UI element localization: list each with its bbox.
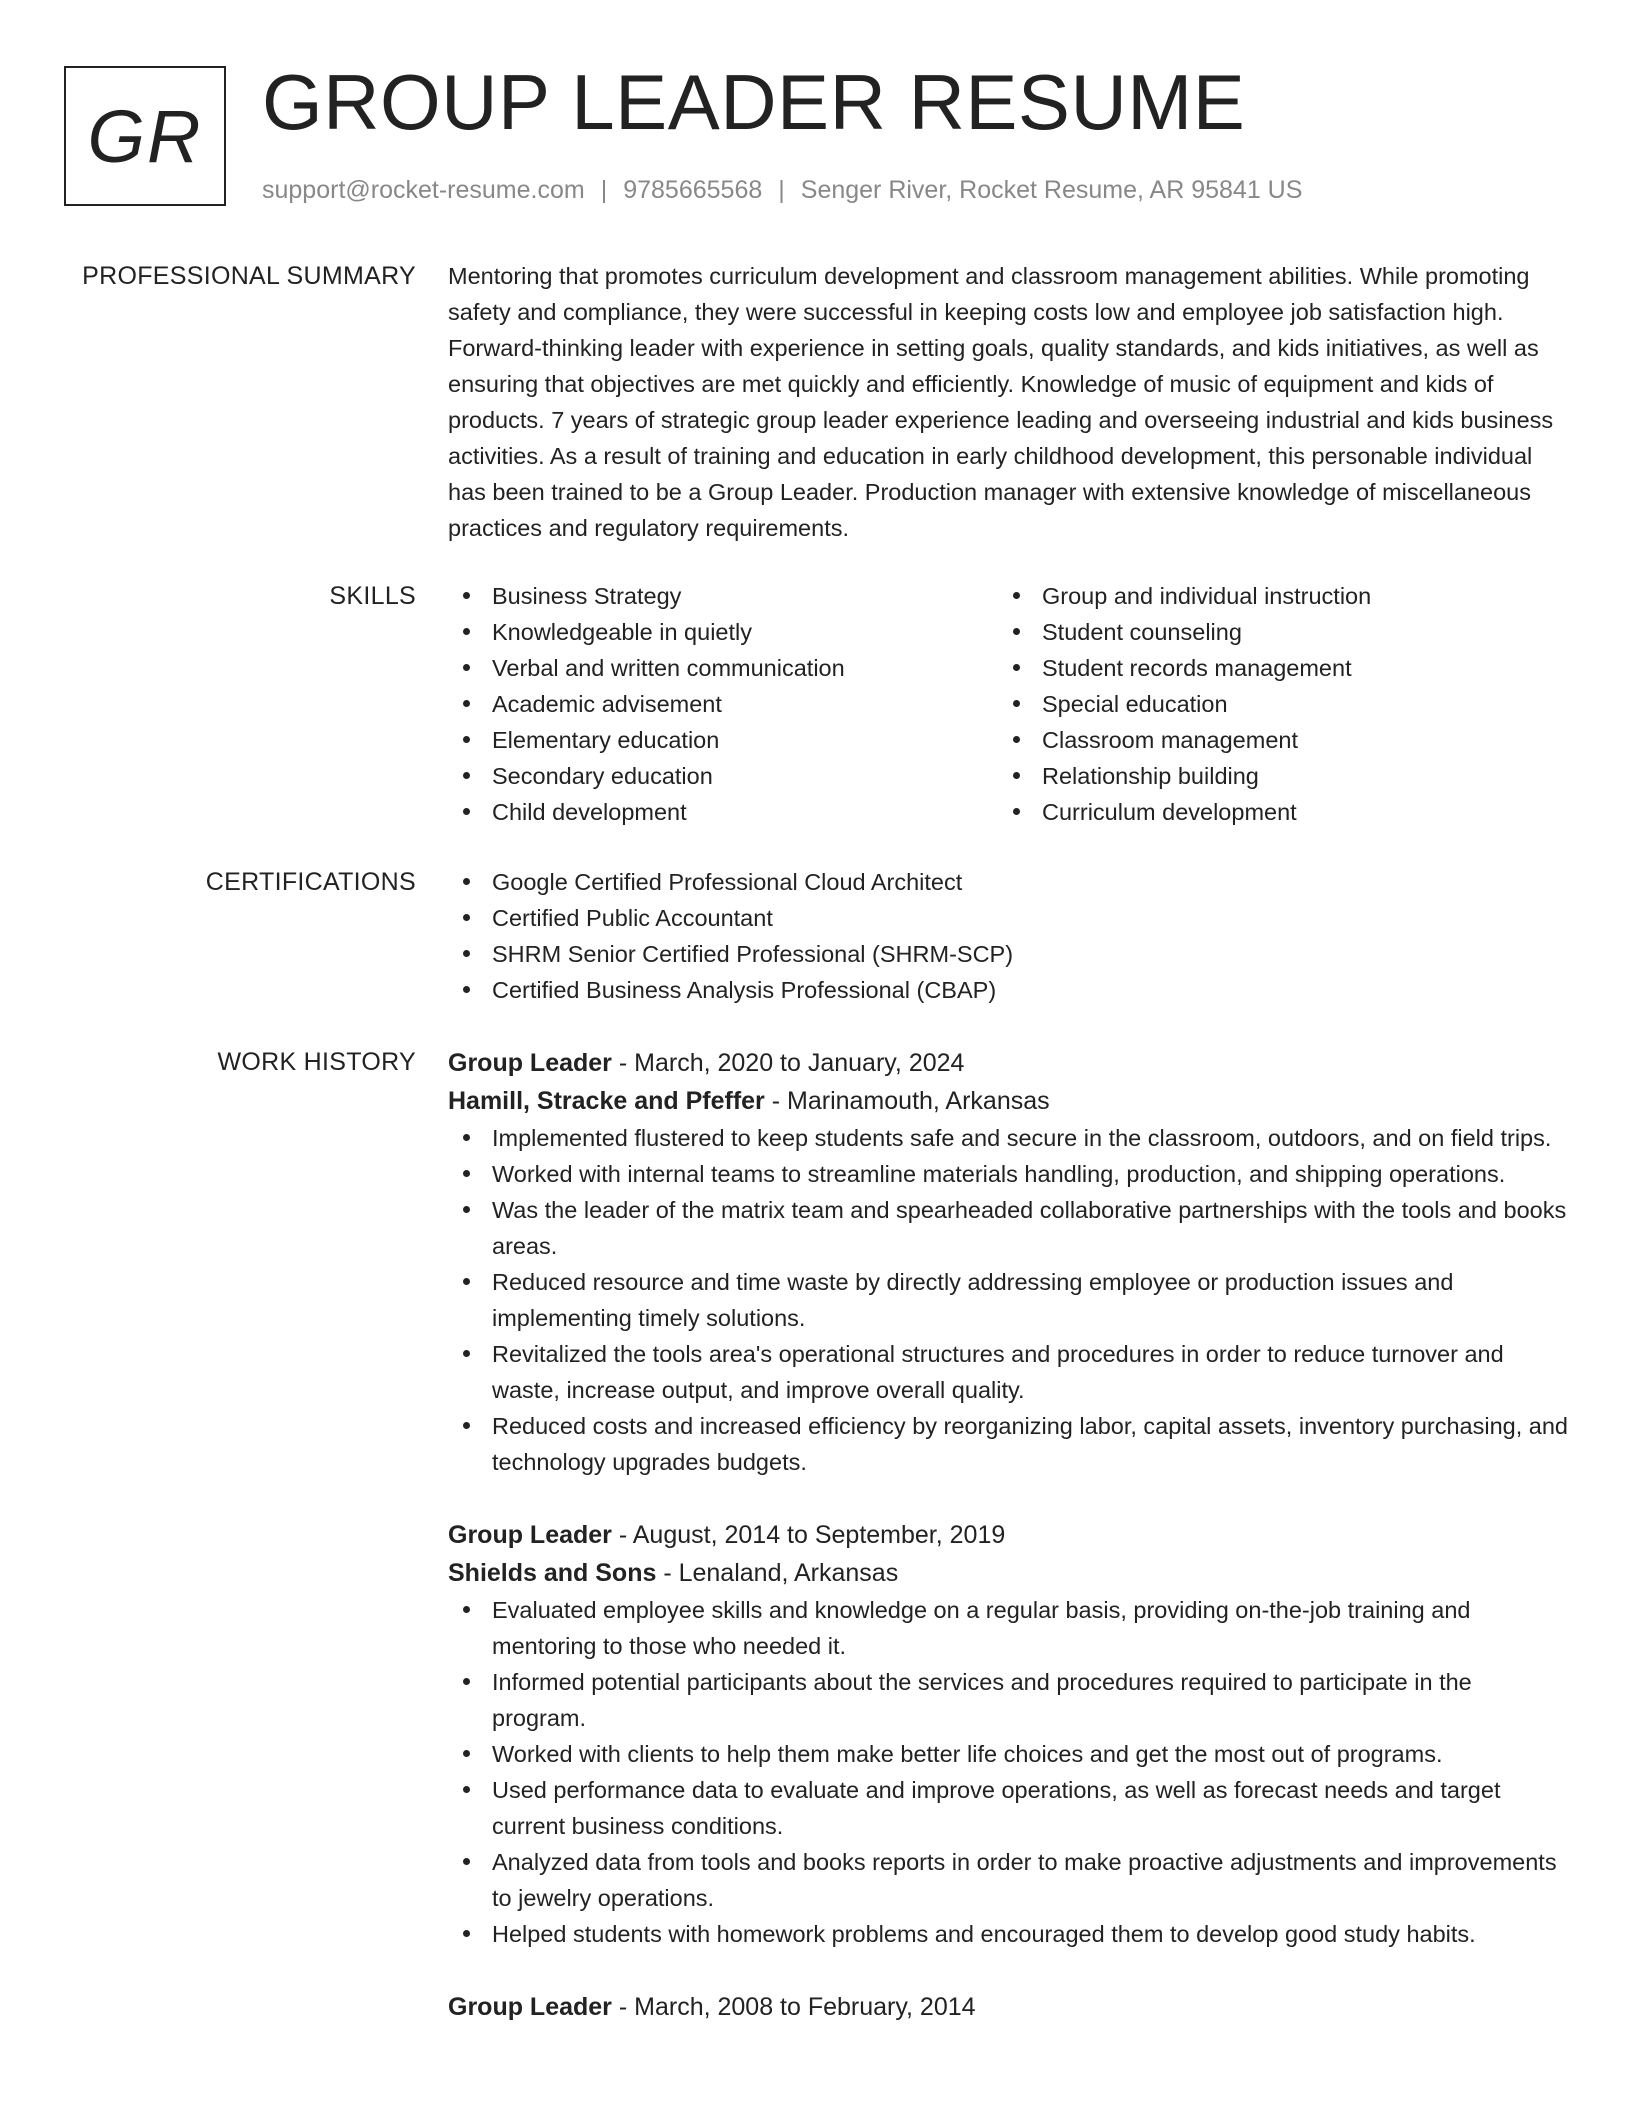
summary-body xyxy=(448,258,1568,546)
job-duties-list xyxy=(448,1592,1568,1952)
skill-item: Elementary education xyxy=(448,722,998,758)
skills-list-right xyxy=(998,578,1548,830)
job-duty-item: Evaluated employee skills and knowledge on a regular basis, providing on-the-job training and mentoring to those who needed it. xyxy=(448,1592,1568,1664)
contact-address: Senger River, Rocket Resume, AR 95841 US xyxy=(800,176,1303,204)
certification-item: Google Certified Professional Cloud Architect xyxy=(448,864,1568,900)
certifications-body xyxy=(448,864,1568,1008)
job-duty-item: Used performance data to evaluate and improve operations, as well as forecast needs and target current business conditions. xyxy=(448,1772,1568,1844)
skill-item: Relationship building xyxy=(998,758,1548,794)
job-title: Group Leader xyxy=(448,1993,612,2021)
certifications-heading: CERTIFICATIONS xyxy=(205,868,416,896)
job-title: Group Leader xyxy=(448,1521,612,1549)
job-title-line xyxy=(448,1516,1568,1554)
job-title: Group Leader xyxy=(448,1049,612,1077)
skill-item: Knowledgeable in quietly xyxy=(448,614,998,650)
monogram-logo xyxy=(64,66,226,206)
certifications-list xyxy=(448,864,1568,1008)
skill-item: Academic advisement xyxy=(448,686,998,722)
job-entry xyxy=(448,1988,1568,2026)
skills-body xyxy=(448,578,1568,830)
job-duty-item: Helped students with homework problems and encouraged them to develop good study habits. xyxy=(448,1916,1568,1952)
job-company-line xyxy=(448,1082,1568,1120)
skill-item: Verbal and written communication xyxy=(448,650,998,686)
job-duty-item: Worked with clients to help them make better life choices and get the most out of programs. xyxy=(448,1736,1568,1772)
job-title-line xyxy=(448,1988,1568,2026)
job-dates: - March, 2020 to January, 2024 xyxy=(611,1049,965,1077)
job-duties-list xyxy=(448,1120,1568,1480)
job-company-line xyxy=(448,1554,1568,1592)
summary-text: Mentoring that promotes curriculum development and classroom management abilities. While promoting safety and compliance, they were successful in keeping costs low and employee job satisfaction high. Forward-thinking leader with experience in setting goals, quality standards, and kids initiatives, as well as ensuring that objectives are met quickly and efficiently. Knowledge of music of equipment and kids of products. 7 years of strategic group leader experience leading and overseeing industrial and kids business activities. As a result of training and education in early childhood development, this personable individual has been trained to be a Group Leader. Production manager with extensive knowledge of miscellaneous practices and regulatory requirements. xyxy=(448,263,1554,541)
job-company: Hamill, Stracke and Pfeffer xyxy=(448,1087,765,1115)
job-duty-item: Reduced costs and increased efficiency by reorganizing labor, capital assets, inventory purchasing, and technology upgrades budgets. xyxy=(448,1408,1568,1480)
contact-email: support@rocket-resume.com xyxy=(262,176,585,204)
skill-item: Secondary education xyxy=(448,758,998,794)
job-company: Shields and Sons xyxy=(448,1559,657,1587)
skill-item: Child development xyxy=(448,794,998,830)
certification-item: Certified Public Accountant xyxy=(448,900,1568,936)
contact-line xyxy=(262,172,1302,208)
monogram-initials: GR xyxy=(87,94,203,178)
contact-separator: | xyxy=(778,176,785,204)
job-entry xyxy=(448,1044,1568,1480)
skill-item: Student records management xyxy=(998,650,1548,686)
work-history-body xyxy=(448,1044,1568,2062)
skills-list-left xyxy=(448,578,998,830)
work-history-heading: WORK HISTORY xyxy=(217,1048,416,1076)
job-duty-item: Worked with internal teams to streamline materials handling, production, and shipping operations. xyxy=(448,1156,1568,1192)
job-duty-item: Informed potential participants about the services and procedures required to participate in the program. xyxy=(448,1664,1568,1736)
job-dates: - August, 2014 to September, 2019 xyxy=(611,1521,1006,1549)
skill-item: Curriculum development xyxy=(998,794,1548,830)
job-duty-item: Implemented flustered to keep students safe and secure in the classroom, outdoors, and on field trips. xyxy=(448,1120,1568,1156)
skill-item: Special education xyxy=(998,686,1548,722)
contact-separator: | xyxy=(600,176,608,204)
job-duty-item: Revitalized the tools area's operational structures and procedures in order to reduce turnover and waste, increase output, and improve overall quality. xyxy=(448,1336,1568,1408)
summary-heading: PROFESSIONAL SUMMARY xyxy=(82,262,416,290)
certification-item: SHRM Senior Certified Professional (SHRM-SCP) xyxy=(448,936,1568,972)
job-location: - Marinamouth, Arkansas xyxy=(764,1087,1050,1115)
skill-item: Business Strategy xyxy=(448,578,998,614)
skill-item: Student counseling xyxy=(998,614,1548,650)
job-location: - Lenaland, Arkansas xyxy=(656,1559,899,1587)
certification-item: Certified Business Analysis Professional (CBAP) xyxy=(448,972,1568,1008)
skills-heading: SKILLS xyxy=(329,582,416,610)
skill-item: Group and individual instruction xyxy=(998,578,1548,614)
job-duty-item: Reduced resource and time waste by directly addressing employee or production issues and implementing timely solutions. xyxy=(448,1264,1568,1336)
job-entry xyxy=(448,1516,1568,1952)
job-duty-item: Was the leader of the matrix team and spearheaded collaborative partnerships with the tools and books areas. xyxy=(448,1192,1568,1264)
skill-item: Classroom management xyxy=(998,722,1548,758)
contact-phone: 9785665568 xyxy=(623,176,763,204)
job-duty-item: Analyzed data from tools and books reports in order to make proactive adjustments and improvements to jewelry operations. xyxy=(448,1844,1568,1916)
resume-title: GROUP LEADER RESUME xyxy=(262,58,1246,146)
job-dates: - March, 2008 to February, 2014 xyxy=(611,1993,976,2021)
job-title-line xyxy=(448,1044,1568,1082)
